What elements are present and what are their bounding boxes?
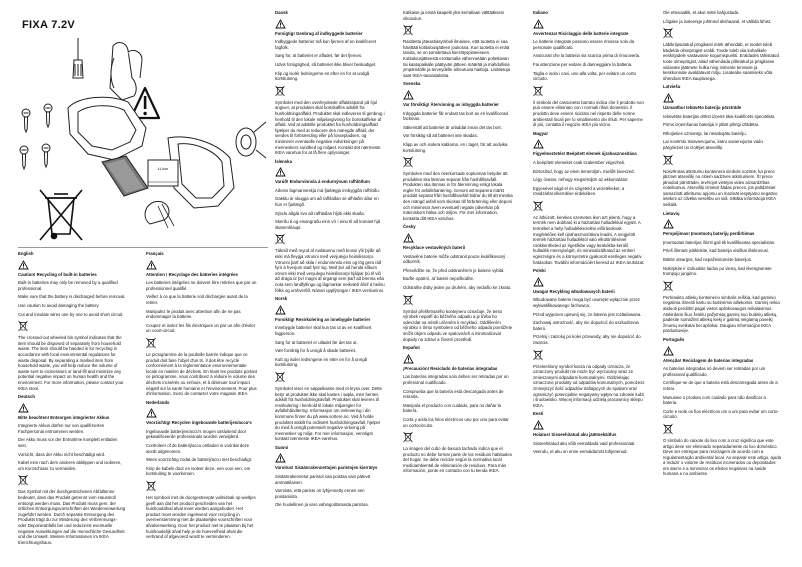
para-islenska-2: Gakktu úr skugga um að rafhlaðan sé afhlaðin áður en hún er fjarlægð. [275, 196, 379, 208]
warning-italiano: Avvertenza! Riciclaggio delle batterie integrate [533, 30, 629, 36]
lang-heading-dansk: Dansk [275, 10, 288, 15]
warning-svenska: Var försiktig! Återvinning av inbyggda batterier [403, 101, 499, 107]
warning-triangle-icon [663, 93, 674, 103]
warning-espanol: ¡Precaución! Reciclado de baterías integradas [403, 365, 498, 371]
para-norsk-2: Sørg for at batteriet er utladet før det tas ut. [275, 339, 358, 345]
warning-triangle-icon [146, 408, 157, 418]
para-portugues-2: Certifique-se de que a bateria está descarregada antes de a retirar. [663, 380, 778, 391]
li-ion-battery-icon [148, 160, 178, 186]
crossed-out-bin-icon [533, 200, 543, 212]
para-magyar-3: Légy óvatos, nehogy megsérüljön az akkumulátor. [533, 177, 629, 183]
warning-dansk: Forsigtig! Genbrug af indbyggede batterier [275, 30, 363, 36]
para-italiano-2: Assicurati che la batteria sia scarica prima di rimuoverla. [533, 53, 641, 59]
lang-heading-espanol: Español [403, 345, 420, 351]
para-svenska-1: Inbyggda batterier får endast tas bort av en kvalificerad fackman. [403, 110, 508, 122]
hand-icon [110, 43, 142, 100]
para-dansk-5: Symbolet med den overkrydsede affaldsspand på hjul angiver, at produktet skal bortskaffes adskilt fra husholdningsaffald. Produktet skal indleveres til genbrug i henhold til den lokale miljølovgivning for bortskaffelse af affald. Ved at adskille produktet fra husholdningsaffald hjælper du med at reducere den mængde affald, der sendes til forbrænding eller på lossepladsen, og minimerer eventuelle negative indvirkninger på menneskers sundhed og miljøet. Kontakt det nærmeste IKEA varehus for at få flere oplysninger. [275, 99, 385, 156]
para-polski-1: Wbudowane baterie mogą być usunięte wyłącznie przez wykwalifikowanego fachowca. [533, 297, 641, 308]
lang-heading-deutsch: Deutsch [18, 394, 35, 400]
para-dansk-2: Sørg for, at batteriet er afladet, før det fjernes. [275, 53, 363, 59]
warning-triangle-icon [275, 305, 286, 315]
crossed-out-bin-icon [663, 280, 673, 292]
warning-triangle-icon [533, 277, 544, 287]
para-polski-4: Przetnij i zaizoluj po kolei przewody, aby nie dopuścić do zwarcia. [533, 334, 641, 345]
para-cesky-5: Symbol přeškrtnutého kontejneru označuje, že tento výrobek nepatří do běžného odpadu a je třeba ho odevzdat na místě určeném k recyklaci. Oddělením výrobku s tímto symbolem od běžného odpadu pomůžete snížit objem odpadu ve spalovnách a minimalizovat dopady na zdraví a životní prostředí. [403, 308, 513, 342]
para-english-2: Make sure that the battery is discharged before removal. [18, 294, 126, 300]
warning-cesky: Recyklace vestavěných baterií [403, 245, 466, 251]
crossed-out-bin-icon [40, 190, 82, 240]
para-eesti-3: Ole ettevaatlik, et akut mitte kahjustada. [663, 10, 740, 15]
para-magyar-1: A beépített elemeket csak szakember végezheti. [533, 159, 626, 165]
disassembly-illustration [18, 38, 268, 243]
para-english-4: Cut and insulate wires one by one to avoid short circuit. [18, 311, 124, 317]
warning-triangle-icon [18, 403, 29, 413]
warning-english: Caution! Recycling of built-in batteries [18, 271, 97, 277]
para-lietuviu-1: Įmontuotas baterijas išimti gali tik kvalifikuotas specialistas. [663, 239, 776, 245]
para-svenska-2: Säkerställ att batteriet är urladdat innan det tas bort. [403, 124, 502, 130]
para-lietuviu-5: Perbraukto atliekų konteinerio simbolis reiškia, kad gaminio negalima išmesti kartu su buitinėmis atliekomis. Gaminį reikia atiduoti perdirbti pagal vietos aplinkosaugos reikalavimus. Atskirdami šiuo ženklu pažymėtą gaminį nuo buitinių atliekų, padėsite sumažinti atliekų kiekį ir galimą neigiamą poveikį žmonių sveikatai bei aplinkai. Daugiau informacijos IKEA parduotuvėje. [663, 294, 780, 334]
para-eesti-4: Lõigake ja isoleerige juhtmed ükshaaval, et vältida lühist. [663, 18, 772, 24]
column-svenska-espanol [403, 10, 513, 477]
para-italiano-1: Le batterie integrate possono essere rimosse solo da personale qualificato. [533, 39, 635, 50]
crossed-out-bin-icon [403, 156, 413, 168]
lang-heading-lietuviu: Lietuvių [663, 210, 680, 216]
para-islenska-5: Táknið með mynd af ruslatunnu með krossi yfir þýðir að ekki má fleygja vörunni með venjulegu heimilissorpi. Vörunni þarf að skila í endurvinnslu eins og lög gera ráð fyrir á hverjum stað fyrir sig. Með því að henda slíkum vörum ekki með venjulegu heimilissorpi hjálpar þú til við að draga úr því magni af úrgangi sem þarf að brenna eða nota sem landfyllingu og lágmarkar neikvæð áhrif á heilsu fólks og umhverfið. Nánari upplýsingar í IKEA versluninni. [275, 248, 385, 293]
para-latviesu-5: Nosvītrotas atkritumu konteinera simbols nozīmē, ka prece jāizmet atsevišķi no citiem sadzīves atkritumiem. Šī prece jānodod pārstrādei, ievērojot vietējos vides aizsardzības noteikumus. Atsevišķi izmetot šādas preces, jūs palīdzēsiet samazināt atkritumu apjomu un mazināt iespējamo negatīvo ietekmi uz cilvēka veselību un vidi. Sīkāka informācija IKEA veikalā. [663, 168, 778, 208]
lang-heading-magyar: Magyar [533, 130, 549, 136]
para-lietuviu-2: Prieš išimant įsitikinkite, kad baterija visiškai išsikrovusi. [663, 248, 770, 254]
warning-triangle-icon [663, 346, 674, 356]
para-norsk-3: Vær forsiktig for å unngå å skade batteriet. [275, 348, 357, 354]
drill-housing-icon [68, 97, 266, 208]
para-francais-1: Les batteries intégrées ne doivent être retirées que par un professionnel qualifié. [146, 280, 257, 291]
lang-heading-islenska: Íslenska [275, 158, 292, 164]
para-cesky-3: Buďte opatrní, ať baterii nepoškodíte. [403, 276, 475, 282]
crossed-out-bin-icon [663, 27, 673, 39]
document-title: FIXA 7.2V [22, 19, 76, 31]
warning-portugues: Atenção! Reciclagem de baterias integradas [663, 357, 754, 363]
warning-latviesu: Uzmanību! Iebūvēto bateriju pārstrāde [663, 104, 742, 110]
para-francais-5: Le pictogramme de la poubelle barrée indique que ce produit doit faire l'objet d'un tri. Il doit être recyclé conformément à la réglementation environnementale locale en matière de déchets. En triant les produits portant ce pictogramme, vous contribuez à réduire le volume des déchets incinérés ou enfouis, et à diminuer tout impact négatif sur la santé humaine et l'environnement. Pour plus d'information, merci de contacter votre magasin IKEA. [146, 351, 258, 397]
lang-heading-italiano: Italiano [533, 10, 549, 15]
para-nederlands-4: Knip de kabels door en isoleer deze, een voor een, om kortsluiting te voorkomen. [146, 465, 251, 477]
lang-heading-latviesu: Latviešu [663, 84, 681, 90]
warning-norsk: Forsiktig! Resirkulering av innebygde batterier [275, 316, 371, 322]
para-suomi-5: Rastitettu jäteastiasymboli ilmaisee, että tuotetta ei saa hävittää kotitalousjätteen joukossa. Kun tuotetta ei enää tarvita, se on toimitettava kierrätyspisteeseen. Kotitalousjätteestä erottamalla vähennetään poltettavan tai kaatopaikalle päätyvän jätteen määrää ja mahdollisia ympäristölle ja terveydelle aiheutuvia haittoja. Lisätietoja saat IKEA-tavaratalosta. [403, 39, 511, 78]
para-norsk-5: Symbolet viser en søppelkasse med et kryss over. Dette betyr at produktet ikke skal kastes i søpla, men hentes adskilt fra husholdningsavfall. Produktet skal leveres til resirkulering i henhold til lokale miljøregler for avfallshåndtering. Informasjon om innlevering i din kommune finner du på www.sortere.no. Ved å holde produktet atskilt fra ordinært husholdningsavfall, hjelper du med å unngå potensielt negative virkning på mennesker og miljø. For mer informasjon, vennligst kontakt nærmeste IKEA-varehus. [275, 385, 382, 442]
warning-triangle-icon [146, 260, 157, 270]
para-deutsch-4: Kabel eins nach dem anderen abklippen und isolieren, um Kurzschluss zu vermeiden. [18, 460, 122, 471]
para-suomi-2: Varmista, että paristo on tyhjennetty ennen sen poistamista. [275, 488, 365, 499]
crossed-out-bin-icon [275, 233, 285, 245]
para-english-3: Use caution to avoid damaging the battery. [18, 302, 100, 308]
para-svenska-3: Var försiktig så att batteriet inte skadas. [403, 133, 478, 139]
crossed-out-bin-icon [146, 337, 156, 349]
para-svenska-5: Symbolen med den överkorsade soptunnan betyder att produkten ska lämnas separat från hushållsavfall. Produkten ska lämnas in för återvinning enligt lokala regler för avfallshantering. Genom att separera märkt produkt separat från hushållsavfall bidrar du till att minska den mängd avfall som skickas till förbränning eller deponi och minimerar även eventuell negativ påverkan på människors hälsa och miljön. För mer information, kontakta ditt IKEA varuhus. [403, 171, 513, 221]
para-nederlands-3: Wees voorzichtig zodat de batterij/accu niet beschadigt. [146, 457, 252, 463]
crossed-out-bin-icon [18, 474, 28, 486]
para-espanol-5: La imagen del cubo de basura tachado indica que el producto no debe formar parte de los residuos habituales del hogar. Se debe reciclar según la normativa local medioambiental de eliminación de residuos. Para más información, ponte en contacto con tu tienda IKEA. [403, 446, 512, 474]
para-islenska-1: Aðeins fagmanneskja má fjarlægja innbyggða rafhlöðu. [275, 187, 380, 193]
lang-heading-eesti: Eesti [533, 411, 544, 417]
crossed-out-bin-icon [533, 85, 543, 97]
crossed-out-bin-icon [275, 85, 285, 97]
column-dansk-suomi [275, 10, 385, 511]
para-magyar-2: Biztosítsd, hogy az elem lemerüljön, mielőtt kiveszed. [533, 168, 635, 174]
para-norsk-1: Innebygde batterier skal kun tas ut av en kvalifisert fagperson. [275, 325, 372, 336]
warning-triangle-icon [403, 354, 414, 364]
para-deutsch-1: Integrierte Akkus dürfen nur von qualifizierten Fachpersonal entnommen werden. [18, 423, 105, 434]
lang-heading-english: English [18, 251, 34, 256]
para-magyar-5: Az áthúzott, kerekes szemetes ikon azt jelenti, hogy a termék nem dobható ki a háztartási hulladékkal együtt. A terméket a helyi hulladékkezelési előírásoknak megfelelően kell újrahasznosításra leadni. A megjelölt termék háztartási hulladéktól való elkülönítésével csökkentheted az égetőkbe vagy lerakókba kerülő hulladék mennyiségét, és minimalizálhatod az emberi egészségre és a környezetre gyakorolt esetleges negatív hatásokat. További információért keresd az IKEA áruházat. [533, 214, 645, 265]
para-suomi-1: Sisäänrakennetut paristot saa poistaa vain pätevä ammattilainen. [275, 474, 371, 485]
lang-heading-francais: Français [146, 251, 164, 256]
warning-deutsch: Bitte beachten! Entsorgen integrierter Akkus [18, 414, 110, 420]
para-deutsch-2: Der Akku muss vor der Entnahme komplett entladen sein. [18, 437, 118, 449]
para-dansk-3: Udvis forsigtighed, så batteriet ikke bliver beskadiget. [275, 61, 377, 67]
para-polski-2: Przed wyjęciem upewnij się, że bateria jest rozładowana. [533, 311, 642, 317]
crossed-out-bin-icon [663, 154, 673, 166]
para-lietuviu-4: Nukirpkite ir izoliuokite laidus po vieną, kad išvengtumėte trumpojo jungimo. [663, 265, 772, 277]
para-nederlands-1: Ingebouwde batterijen/accu's mogen uitsluitend door gekwalificeerde professionals worden verwijderd. [146, 428, 247, 440]
para-francais-2: Veillez à ce que la batterie soit déchargée avant de la retirer. [146, 294, 248, 305]
crossed-out-bin-icon [403, 431, 413, 443]
para-cesky-1: Vestavěné baterie může odstranit pouze kvalifikovaný odborník. [403, 253, 506, 265]
para-italiano-3: Fai attenzione per evitare di danneggiare la batteria. [533, 61, 633, 67]
para-latviesu-3: Rīkojieties uzmanīgi, lai nesabojātu bateriju. [663, 130, 747, 136]
para-islenska-3: Sýndu aðgát svo að rafhlaðan hljóti ekki skaða. [275, 210, 365, 216]
warning-triangle-icon [275, 19, 286, 29]
warning-francais: Attention ! Recyclage des batteries intégrées [146, 271, 238, 277]
warning-magyar: Figyelmeztetés! Beépített elemek újrahasznosítása [533, 151, 637, 157]
crossed-out-bin-icon [403, 24, 413, 36]
para-italiano-5: Il simbolo del cassonetto barrato indica che il prodotto non può essere eliminato con i normali rifiuti domestici. Il prodotto deve essere riciclato nel rispetto delle norme ambientali locali per lo smaltimento dei rifiuti. Per saperne di più, contatta il negozio IKEA più vicino. [533, 99, 644, 128]
lang-heading-cesky: Česky [403, 224, 416, 230]
warning-triangle-icon [275, 167, 286, 177]
para-francais-4: Coupez et isolez les fils électriques un par un afin d'éviter un court-circuit. [146, 322, 256, 334]
para-espanol-4: Corta y aísla los hilos eléctricos uno por uno para evitar un cortocircuito. [403, 416, 509, 428]
para-suomi-4: Katkaise ja eristä kaapelit yksi kerrallaan välttääksesi oikosulun. [403, 10, 505, 21]
para-cesky-2: Přesvědčte se, že před odstraněním je baterie vybitá. [403, 267, 505, 273]
para-polski-3: Zachowaj ostrożność, aby nie dopuścić do uszkodzenia baterii. [533, 320, 639, 331]
crossed-out-bin-icon [403, 294, 413, 306]
para-latviesu-1: Iebūvētās baterijas drīkst izņemt tikai kvalificēts speciālists. [663, 113, 776, 119]
para-portugues-5: O símbolo do caixote do lixo com a cruz significa que este artigo deve ser eliminado separadamente do lixo doméstico. Deve ser entregue para reciclagem de acordo com a regulamentação ambiental local. Ao separar este artigo, ajuda a reduzir o volume de resíduos incinerados ou depositados em aterro e a minimizar os efeitos negativos na saúde humana e no ambiente. [663, 437, 781, 477]
warning-polski: Uwaga! Recykling wbudowanych baterii [533, 288, 615, 294]
para-eesti-5: Läbikriipsutatud prügikasti märk tähendab, et toodet tuleb käidelda olmeprügist eraldi. Toode tuleb viia kohalikele eeskirjadele vastavasse kogumispunkti. Eraldades tähistatud toote olmeprügist, aitad vähendada põletatud ja prügilasse viidavate jäätmete hulka ning inimeste tervisele ja keskkonnale avaldatavat mõju. Lisateabe saamiseks võta ühendust IKEA kauplusega. [663, 42, 779, 81]
para-espanol-2: Comprueba que la batería está descargada antes de retirarla. [403, 388, 504, 400]
warning-triangle-icon [275, 453, 286, 463]
para-francais-3: Manipulez le produit avec attention afin de ne pas endommager la batterie. [146, 308, 241, 320]
warning-triangle-icon [533, 19, 544, 29]
para-portugues-1: As baterias integradas só devem ser retiradas por um profissional qualificado. [663, 366, 766, 377]
para-deutsch-3: Vorsicht, dass der Akku nicht beschädigt wird. [18, 451, 106, 457]
para-polski-5: Przekreślony symbol kosza na odpady oznacza, że oznaczony produkt nie może być wyrzucany wraz ze zmieszanymi odpadami komunalnymi. Oddzielając oznaczone produkty od odpadów komunalnych, pomożesz zmniejszyć ilość odpadów trafiających do spalarni oraz ograniczyć potencjalnie negatywny wpływ na zdrowie ludzi i środowisko. Więcej informacji udzielą pracownicy sklepu IKEA. [533, 363, 645, 408]
screw-icon [20, 104, 52, 169]
crossed-out-bin-icon [18, 320, 28, 332]
column-italiano-eesti [533, 10, 645, 458]
li-ion-label: Li-ion [158, 166, 168, 171]
para-portugues-4: Corte e isole os fios eléctricos um a um para evitar um curto-circuito. [663, 408, 779, 420]
column-latviesu-portugues [663, 10, 781, 480]
para-norsk-4: Kutt og isoler ledningene en etter en for å unngå kortslutning. [275, 356, 367, 368]
warning-triangle-icon [663, 219, 674, 229]
para-english-5: The crossed-out wheeled bin symbol indicates that the item should be disposed of separately from household waste. The item should be handed in for recycling in accordance with local environmental regulations for waste disposal. By separating a marked item from household waste, you will help reduce the volume of waste sent to incinerators or land-fill and minimize any potential negative impact on human health and the environment. For more information, please contact your IKEA store. [18, 335, 124, 391]
warning-triangle-icon [533, 420, 544, 430]
warning-triangle-icon [18, 260, 29, 270]
para-nederlands-2: Controleer of de batterij/accu ontladen is voordat deze wordt uitgenomen. [146, 443, 250, 454]
warning-suomi: Varoitus! Sisäänrakennettujen paristojen kierrätys [275, 465, 378, 471]
lang-heading-norsk: Norsk [275, 296, 288, 302]
lang-heading-polski: Polski [533, 268, 546, 274]
para-cesky-4: Odstraňte dráty jeden po druhém, aby nedošlo ke zkratu. [403, 285, 512, 290]
lang-heading-portugues: Português [663, 336, 685, 342]
para-italiano-4: Taglia e isola i cavi, uno alla volta, per evitare un corto circuito. [533, 70, 636, 82]
warning-islenska: Varúð! Endurvinnsla á endurnýnum rafhlöðum [275, 179, 370, 185]
warning-lietuviu: Perspėjimas! Įmontuotų baterijų perdirbimas [663, 231, 755, 237]
warning-eesti: Hoiatus! Sisseehitatud aku jäätmekäitlus [533, 431, 617, 437]
para-suomi-3: Ole huolellinen ja varo vahingoittamasta paristoa. [275, 502, 369, 508]
warning-triangle-icon [533, 139, 544, 149]
para-portugues-3: Manuseie o produto com cuidado para não danificar a bateria. [663, 394, 766, 406]
screwdriver-icon [73, 38, 83, 78]
para-deutsch-5: Das Symbol mit der durchgestrichenen Abfalltonne bedeutet, dass das Produkt getrennt vom Hausmüll entsorgt werden muss. Das Produkt muss gem. der örtlichen Entsorgungsvorschriften der Wiederverwertung zugeführt werden. Durch separate Entsorgung des Produkts trägt du zur Minderung des Verbrennungs- oder Deponieabfalls bei und reduzierst eventuelle negative Auswirkungen auf die menschliche Gesundheit und die Umwelt. Weitere Informationen im IKEA Einrichtungshaus. [18, 489, 126, 545]
para-espanol-3: Manipula el producto con cuidado, para no dañar la batería. [403, 402, 501, 414]
crossed-out-bin-icon [275, 371, 285, 383]
crossed-out-bin-icon [533, 349, 543, 361]
column-english-deutsch [18, 251, 126, 548]
para-latviesu-2: Pirms izņemšanas baterijai ir jābūt pilnīgi izlādētai. [663, 122, 760, 128]
lang-heading-svenska: Svenska [403, 81, 421, 87]
para-eesti-1: Sisseehitatud aku võib eemaldada vaid professionaal. [533, 440, 636, 446]
para-eesti-2: Veendu, et aku on enne eemaldamist tühjenenud. [533, 449, 628, 455]
warning-nederlands: Voorzichtig! Recyclen ingebouwde batterijen/accu's [146, 420, 252, 426]
lang-heading-nederlands: Nederlands [146, 399, 170, 405]
lang-heading-suomi: Suomi [275, 444, 289, 450]
warning-triangle-icon [403, 90, 414, 100]
para-islenska-4: Skerðu á og einangraðu einn vír í einu til að komast hjá skammhlaupi. [275, 219, 381, 230]
warning-triangle-icon [403, 233, 414, 243]
crossed-out-bin-icon [146, 480, 156, 492]
para-svenska-4: Klipp av och isolera kablarna, en i taget, för att undvika kortslutning. [403, 141, 508, 153]
para-magyar-4: Egyesével vágd el és szigeteld a vezetékeket, a rövidzárlat elkerülése érdekében. [533, 185, 625, 197]
para-latviesu-4: Lai novērstu īssavienojumu, katru savienojuma vadu pārgrieziet un izolējiet atsevišķi. [663, 139, 763, 150]
para-dansk-4: Klip og isolér ledningerne en efter en for at undgå kortslutning. [275, 70, 370, 82]
para-espanol-1: Las baterías integradas solo deben ser retiradas por un profesional cualificado. [403, 374, 509, 385]
crossed-out-bin-icon [663, 423, 673, 435]
para-dansk-1: Indbyggede batterier må kun fjernes af en kvalificeret fagfolk. [275, 39, 377, 50]
para-english-1: Built-in batteries may only be removed by a qualified professional. [18, 280, 118, 291]
para-nederlands-5: Het symbool met de doorgestreepte vuilnisbak op wieltjes geeft aan dat het product gescheiden van het huishoudafval afval moet worden aangeboden. Het product moet worden ingeleverd voor recycling in overeenstemming met de plaatselijke voorschriften voor afvalverwerking. Door het product niet te plaatsen bij het huishoudelijk afval help je de hoeveelheid afval die verbrand of afgevoerd wordt te verminderen. [146, 495, 256, 540]
para-lietuviu-3: Būkite atsargūs, kad nepažeistumėte baterijos. [663, 257, 753, 263]
column-francais-nederlands [146, 251, 258, 543]
